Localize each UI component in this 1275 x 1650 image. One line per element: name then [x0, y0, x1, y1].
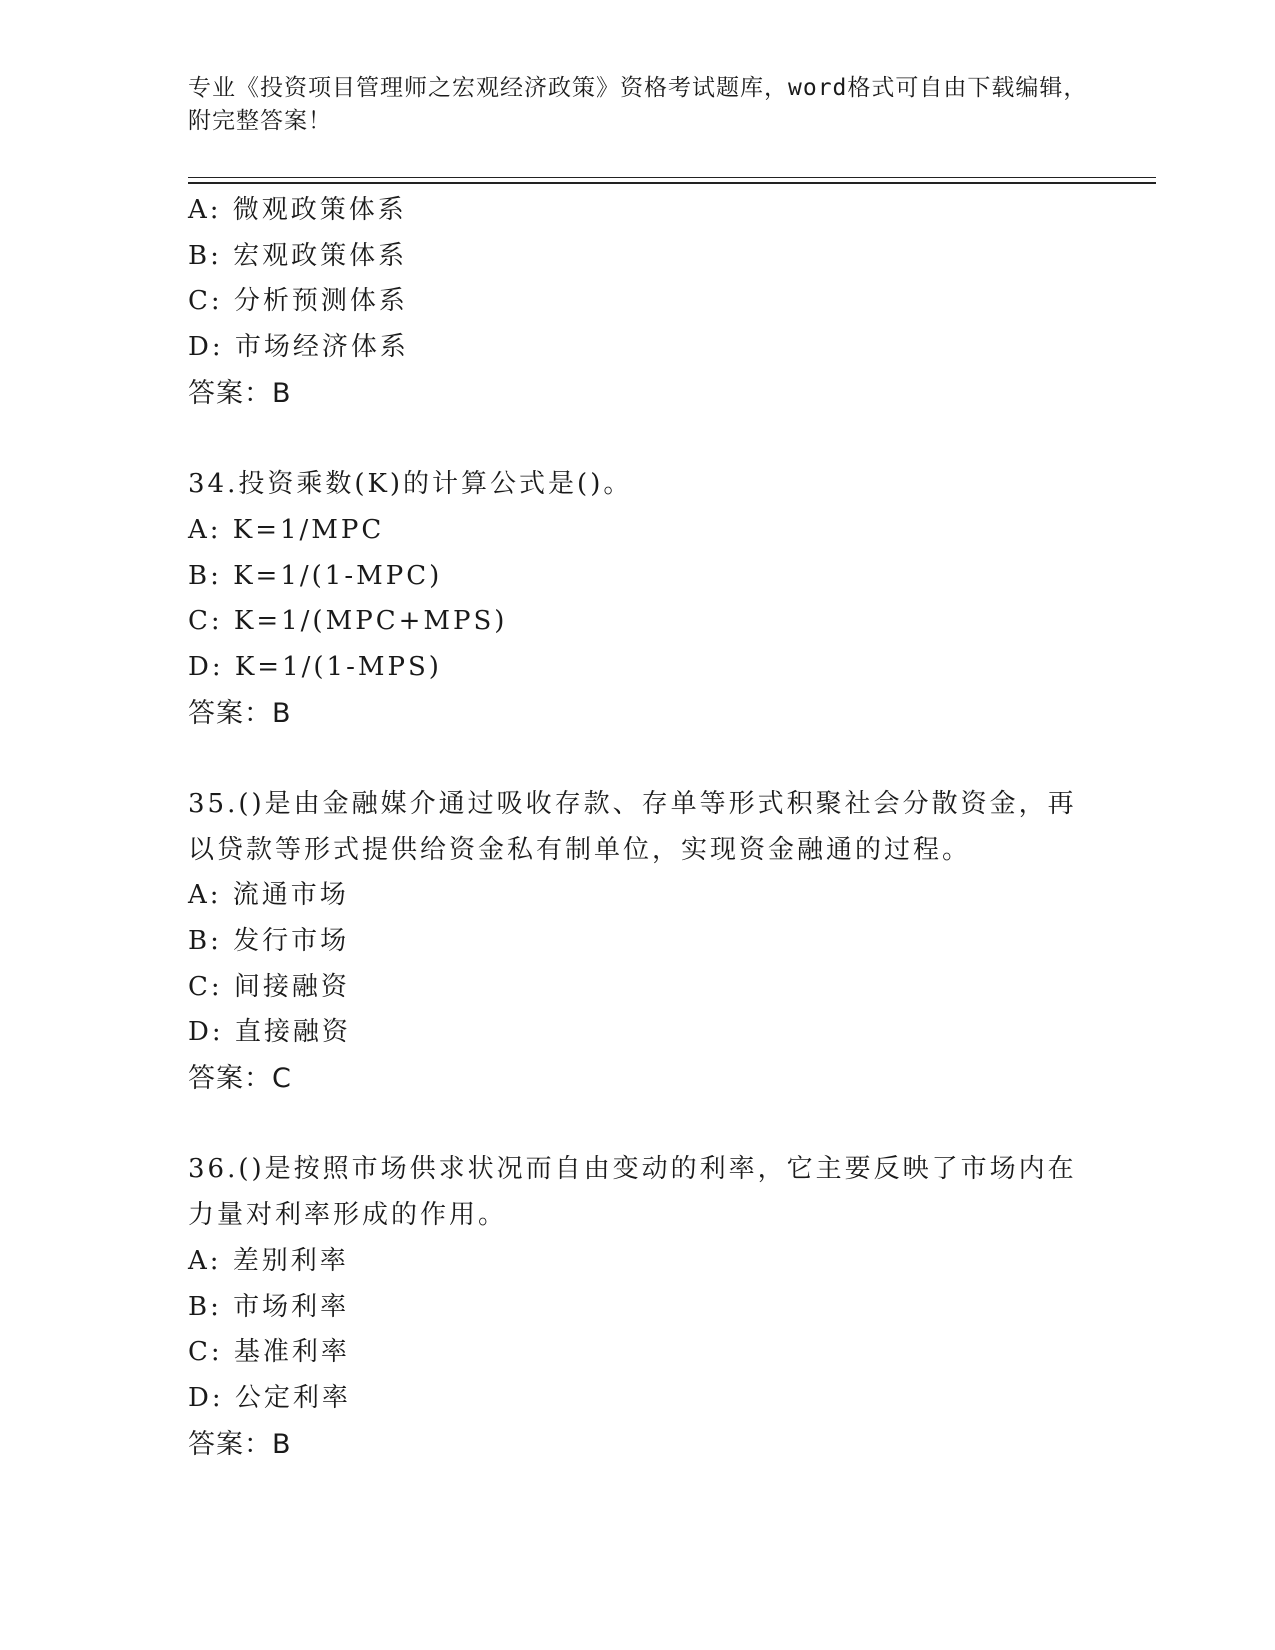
question-35 — [188, 782, 1088, 1102]
question-stem: 34.投资乘数(K)的计算公式是()。 — [188, 469, 633, 500]
option-a: A: 流通市场 — [188, 880, 349, 911]
option-d: D: 直接融资 — [188, 1017, 351, 1048]
option-c: C: 基准利率 — [188, 1337, 350, 1368]
answer: 答案：B — [188, 377, 292, 409]
question-stem-line-1: 36.()是按照市场供求状况而自由变动的利率，它主要反映了市场内在 — [188, 1154, 1077, 1185]
question-stem-line-2: 力量对利率形成的作用。 — [188, 1200, 508, 1231]
answer: 答案：B — [188, 1428, 292, 1460]
option-b: B: 市场利率 — [188, 1291, 350, 1322]
option-d: D: 市场经济体系 — [188, 332, 409, 363]
question-34 — [188, 462, 1088, 736]
answer: 答案：B — [188, 697, 292, 729]
header-divider-bottom — [188, 182, 1156, 184]
option-d: D: K=1/(1-MPS) — [188, 651, 442, 682]
option-a: A: 微观政策体系 — [188, 195, 407, 225]
option-a: A: 差别利率 — [188, 1245, 349, 1276]
option-b: B: K=1/(1-MPC) — [188, 560, 443, 591]
option-b: B: 发行市场 — [188, 926, 350, 956]
question-stem-line-1: 35.()是由金融媒介通过吸收存款、存单等形式积聚社会分散资金，再 — [188, 788, 1077, 819]
question-list — [188, 188, 1088, 1467]
document-header: 专业《投资项目管理师之宏观经济政策》资格考试题库，word格式可自由下载编辑，附完整答案！ — [188, 75, 1088, 134]
answer: 答案：C — [188, 1063, 292, 1095]
question-33 — [188, 188, 1088, 416]
header-divider-top — [188, 177, 1156, 178]
option-b: B: 宏观政策体系 — [188, 240, 408, 271]
option-d: D: 公定利率 — [188, 1382, 351, 1413]
option-c: C: K=1/(MPC+MPS) — [188, 606, 508, 637]
option-c: C: 分析预测体系 — [188, 286, 408, 317]
option-a: A: K=1/MPC — [188, 514, 385, 545]
question-stem-line-2: 以贷款等形式提供给资金私有制单位，实现资金融通的过程。 — [188, 834, 972, 865]
option-c: C: 间接融资 — [188, 971, 350, 1002]
question-36 — [188, 1147, 1088, 1467]
